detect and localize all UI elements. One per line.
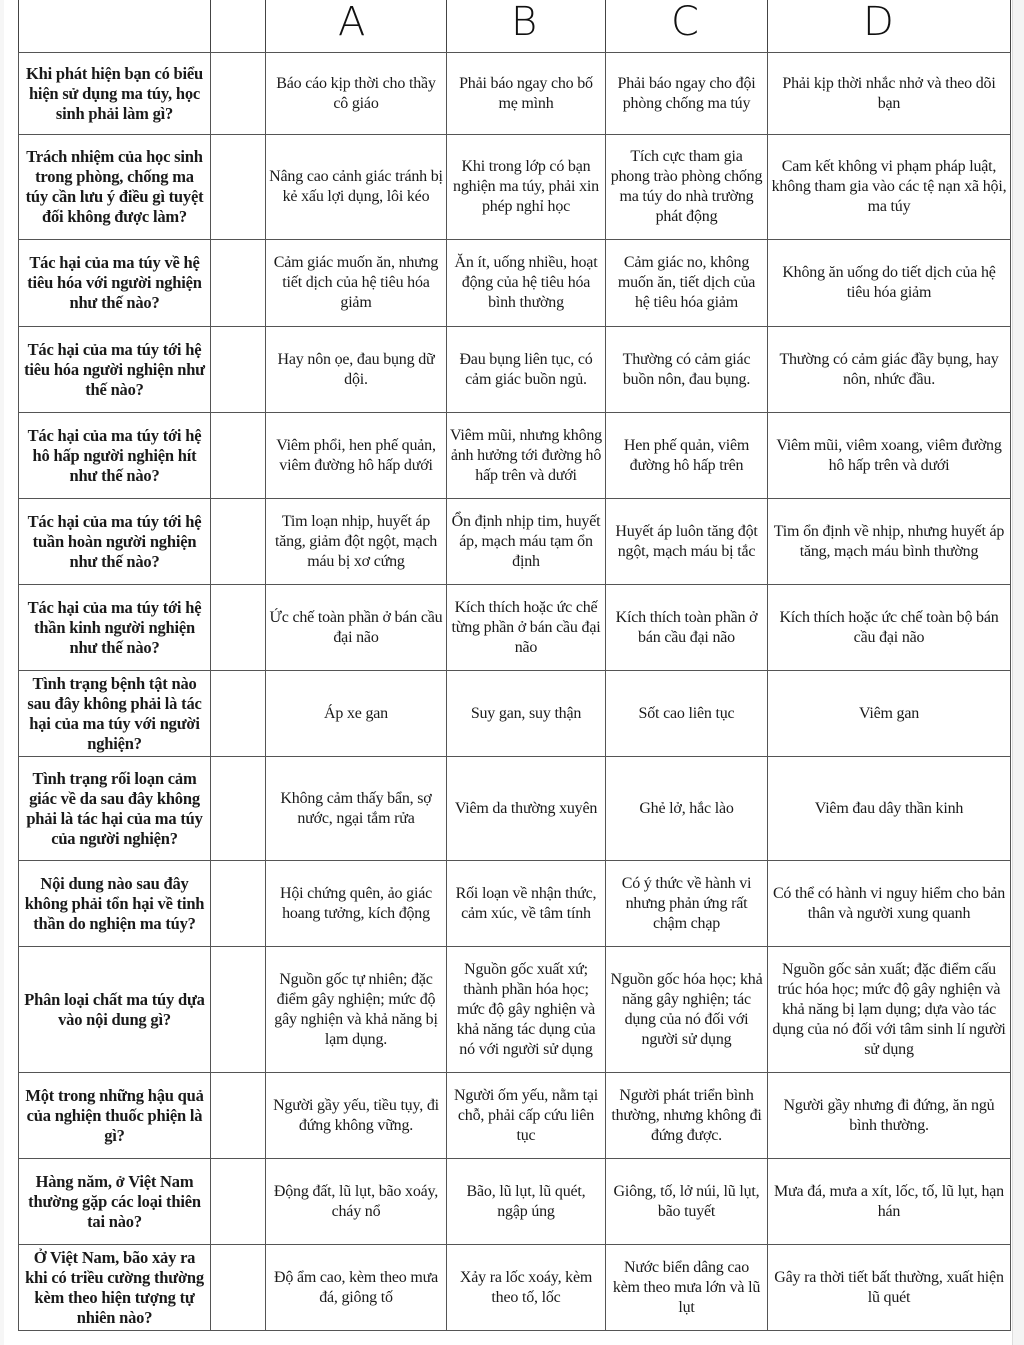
answer-a-cell: Hay nôn ọe, đau bụng dữ dội. [266, 327, 447, 413]
answer-c-cell: Kích thích toàn phần ở bán cầu đại não [606, 585, 768, 671]
header-divider [1010, 0, 1011, 52]
blank-cell [211, 1073, 266, 1159]
answer-d-cell: Kích thích hoặc ức chế toàn bộ bán cầu đại não [768, 585, 1011, 671]
answer-b-cell: Rối loạn về nhận thức, cảm xúc, về tâm tính [447, 861, 606, 947]
blank-cell [211, 861, 266, 947]
blank-cell [211, 1159, 266, 1245]
question-cell: Tác hại của ma túy về hệ tiêu hóa với người nghiện như thế nào? [19, 240, 211, 327]
table-row [19, 135, 1011, 240]
table-row [19, 1245, 1011, 1331]
answer-c-cell: Người phát triển bình thường, nhưng không đi đứng được. [606, 1073, 768, 1159]
answer-c-cell: Nước biển dâng cao kèm theo mưa lớn và lũ lụt [606, 1245, 768, 1331]
blank-cell [211, 1245, 266, 1331]
table-row [19, 53, 1011, 135]
table-row [19, 499, 1011, 585]
answer-b-cell: Người ốm yếu, nằm tại chỗ, phải cấp cứu liên tục [447, 1073, 606, 1159]
answer-d-cell: Nguồn gốc sản xuất; đặc điểm cấu trúc hóa học; mức độ gây nghiện và khả năng bị lạm dụng; dựa vào tác dụng của nó đối với tâm sinh lí người sử dụng [768, 947, 1011, 1073]
question-cell: Tác hại của ma túy tới hệ tuần hoàn người nghiện như thế nào? [19, 499, 211, 585]
question-cell: Hàng năm, ở Việt Nam thường gặp các loại thiên tai nào? [19, 1159, 211, 1245]
answer-c-cell: Cảm giác no, không muốn ăn, tiết dịch của hệ tiêu hóa giảm [606, 240, 768, 327]
question-cell: Ở Việt Nam, bão xảy ra khi có triều cường thường kèm theo hiện tượng tự nhiên nào? [19, 1245, 211, 1331]
answer-a-cell: Nâng cao cảnh giác tránh bị kẻ xấu lợi dụng, lôi kéo [266, 135, 447, 240]
question-cell: Khi phát hiện bạn có biểu hiện sử dụng ma túy, học sinh phải làm gì? [19, 53, 211, 135]
answer-a-cell: Hội chứng quên, ảo giác hoang tưởng, kích động [266, 861, 447, 947]
answer-a-cell: Độ ẩm cao, kèm theo mưa đá, giông tố [266, 1245, 447, 1331]
question-cell: Tình trạng rối loạn cảm giác về da sau đây không phải là tác hại của ma túy của người nghiện? [19, 757, 211, 861]
table-row [19, 240, 1011, 327]
answer-d-cell: Có thể có hành vi nguy hiểm cho bản thân và người xung quanh [768, 861, 1011, 947]
question-cell: Tác hại của ma túy tới hệ hô hấp người nghiện hít như thế nào? [19, 413, 211, 499]
answer-b-cell: Xảy ra lốc xoáy, kèm theo tố, lốc [447, 1245, 606, 1331]
answer-c-cell: Hen phế quản, viêm đường hô hấp trên [606, 413, 768, 499]
table-row [19, 671, 1011, 757]
answer-d-cell: Mưa đá, mưa a xít, lốc, tố, lũ lụt, hạn hán [768, 1159, 1011, 1245]
answer-a-cell: Áp xe gan [266, 671, 447, 757]
answer-c-cell: Tích cực tham gia phong trào phòng chống ma túy do nhà trường phát động [606, 135, 768, 240]
table-row [19, 757, 1011, 861]
answer-d-cell: Gây ra thời tiết bất thường, xuất hiện lũ quét [768, 1245, 1011, 1331]
answer-letter-b: B [511, 0, 538, 45]
answer-d-cell: Không ăn uống do tiết dịch của hệ tiêu hóa giảm [768, 240, 1011, 327]
answer-d-cell: Viêm đau dây thần kinh [768, 757, 1011, 861]
column-header [18, 0, 1010, 52]
question-cell: Một trong những hậu quả của nghiện thuốc phiện là gì? [19, 1073, 211, 1159]
quiz-table [18, 52, 1011, 1331]
blank-cell [211, 671, 266, 757]
answer-letter-a: A [338, 0, 366, 45]
answer-d-cell: Thường có cảm giác đầy bụng, hay nôn, nhức đầu. [768, 327, 1011, 413]
blank-cell [211, 585, 266, 671]
question-cell: Tác hại của ma túy tới hệ tiêu hóa người nghiện như thế nào? [19, 327, 211, 413]
table-row [19, 947, 1011, 1073]
answer-d-cell: Cam kết không vi phạm pháp luật, không tham gia vào các tệ nạn xã hội, ma túy [768, 135, 1011, 240]
table-row [19, 1073, 1011, 1159]
left-edge [0, 0, 4, 1345]
answer-c-cell: Huyết áp luôn tăng đột ngột, mạch máu bị tắc [606, 499, 768, 585]
table-row [19, 327, 1011, 413]
answer-b-cell: Viêm da thường xuyên [447, 757, 606, 861]
question-cell: Nội dung nào sau đây không phải tổn hại về tinh thần do nghiện ma túy? [19, 861, 211, 947]
question-cell: Trách nhiệm của học sinh trong phòng, chống ma túy cần lưu ý điều gì tuyệt đối không được làm? [19, 135, 211, 240]
question-cell: Tình trạng bệnh tật nào sau đây không phải là tác hại của ma túy với người nghiện? [19, 671, 211, 757]
blank-cell [211, 757, 266, 861]
blank-cell [211, 413, 266, 499]
answer-c-cell: Giông, tố, lở núi, lũ lụt, bão tuyết [606, 1159, 768, 1245]
table-row [19, 413, 1011, 499]
table-row [19, 1159, 1011, 1245]
answer-c-cell: Thường có cảm giác buồn nôn, đau bụng. [606, 327, 768, 413]
answer-b-cell: Đau bụng liên tục, có cảm giác buồn ngủ. [447, 327, 606, 413]
answer-a-cell: Nguồn gốc tự nhiên; đặc điểm gây nghiện; mức độ gây nghiện và khả năng bị lạm dụng. [266, 947, 447, 1073]
answer-a-cell: Người gầy yếu, tiều tụy, đi đứng không vững. [266, 1073, 447, 1159]
answer-a-cell: Ức chế toàn phần ở bán cầu đại não [266, 585, 447, 671]
blank-cell [211, 947, 266, 1073]
answer-a-cell: Động đất, lũ lụt, bão xoáy, cháy nổ [266, 1159, 447, 1245]
header-divider [605, 0, 606, 52]
answer-b-cell: Suy gan, suy thận [447, 671, 606, 757]
answer-d-cell: Viêm mũi, viêm xoang, viêm đường hô hấp trên và dưới [768, 413, 1011, 499]
answer-d-cell: Phải kịp thời nhắc nhở và theo dõi bạn [768, 53, 1011, 135]
header-divider [18, 0, 19, 52]
answer-letter-d: D [863, 0, 894, 45]
answer-d-cell: Tim ổn định về nhịp, nhưng huyết áp tăng, mạch máu bình thường [768, 499, 1011, 585]
table-row [19, 861, 1011, 947]
answer-b-cell: Phải báo ngay cho bố mẹ mình [447, 53, 606, 135]
answer-a-cell: Tim loạn nhịp, huyết áp tăng, giảm đột ngột, mạch máu bị xơ cứng [266, 499, 447, 585]
answer-d-cell: Người gầy nhưng đi đứng, ăn ngủ bình thường. [768, 1073, 1011, 1159]
answer-d-cell: Viêm gan [768, 671, 1011, 757]
table-row [19, 585, 1011, 671]
blank-cell [211, 327, 266, 413]
blank-cell [211, 135, 266, 240]
header-divider [210, 0, 211, 52]
answer-letter-c: C [671, 0, 699, 45]
answer-c-cell: Sốt cao liên tục [606, 671, 768, 757]
answer-b-cell: Kích thích hoặc ức chế từng phần ở bán cầu đại não [447, 585, 606, 671]
header-divider [265, 0, 266, 52]
question-cell: Phân loại chất ma túy dựa vào nội dung gì? [19, 947, 211, 1073]
answer-b-cell: Ổn định nhịp tim, huyết áp, mạch máu tạm ổn định [447, 499, 606, 585]
answer-b-cell: Nguồn gốc xuất xứ; thành phần hóa học; mức độ gây nghiện và khả năng tác dụng của nó với người sử dụng [447, 947, 606, 1073]
answer-c-cell: Phải báo ngay cho đội phòng chống ma túy [606, 53, 768, 135]
answer-b-cell: Khi trong lớp có bạn nghiện ma túy, phải xin phép nghỉ học [447, 135, 606, 240]
answer-a-cell: Không cảm thấy bẩn, sợ nước, ngại tắm rửa [266, 757, 447, 861]
answer-b-cell: Ăn ít, uống nhiều, hoạt động của hệ tiêu hóa bình thường [447, 240, 606, 327]
answer-c-cell: Nguồn gốc hóa học; khả năng gây nghiện; tác dụng của nó đối với người sử dụng [606, 947, 768, 1073]
scrollbar-edge [1012, 0, 1024, 1345]
answer-a-cell: Báo cáo kịp thời cho thầy cô giáo [266, 53, 447, 135]
blank-cell [211, 499, 266, 585]
header-divider [767, 0, 768, 52]
answer-c-cell: Có ý thức về hành vi nhưng phản ứng rất chậm chạp [606, 861, 768, 947]
blank-cell [211, 53, 266, 135]
question-cell: Tác hại của ma túy tới hệ thần kinh người nghiện như thế nào? [19, 585, 211, 671]
blank-cell [211, 240, 266, 327]
answer-a-cell: Viêm phổi, hen phế quản, viêm đường hô hấp dưới [266, 413, 447, 499]
answer-a-cell: Cảm giác muốn ăn, nhưng tiết dịch của hệ tiêu hóa giảm [266, 240, 447, 327]
answer-b-cell: Bão, lũ lụt, lũ quét, ngập úng [447, 1159, 606, 1245]
answer-b-cell: Viêm mũi, nhưng không ảnh hưởng tới đường hô hấp trên và dưới [447, 413, 606, 499]
header-divider [446, 0, 447, 52]
answer-c-cell: Ghẻ lở, hắc lào [606, 757, 768, 861]
